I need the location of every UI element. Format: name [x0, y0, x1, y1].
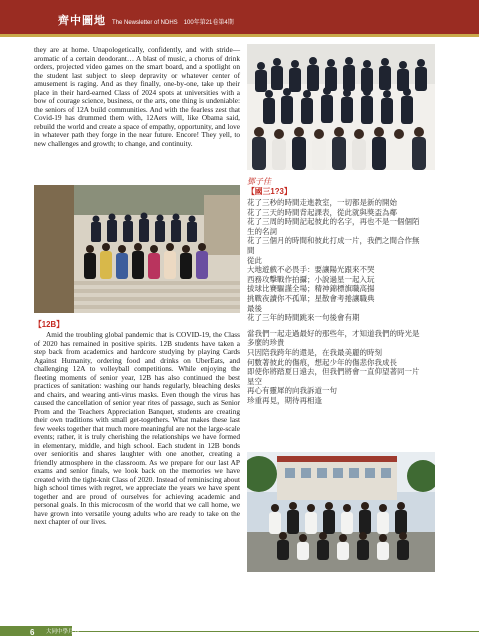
class-tag-12b: 【12B】 [34, 320, 64, 329]
poem-line: 再心有靈犀的向我訴道一句 [247, 386, 337, 396]
class-12b-group-photo [34, 185, 240, 313]
poem-line: 挑戰夜讀你不孤單；星散會考捲讓職典 [247, 293, 375, 303]
poem-line: 當我們一起走過最好的那些年，才知道我們的時光是 [247, 328, 420, 338]
poem-line: 即使你將踏夏日遠去，但我們將會一直仰望著同一片 [247, 367, 420, 377]
grade9-class-photo [247, 452, 435, 572]
poem-line: 大地遊戲不必畏手：要讓陽光跟來不哭 [247, 265, 375, 275]
paragraph-12a: they are at home. Unapologetically, confidently, and with stride—aromatic of a certain deodorant… A blast of music, a chorus of drink orders, projected video games on the smart board, and a spotlight on the student last subject to sleep depravity or whatever center of amusement is raging. And as they finally, one-by-one, take up their place in their hard-earned Class of 2024 spots at universities with a bow of courage science, business, or the arts, one thing is undeniable: the seniors of 12A build communities. And with the fearless zest that Covid-19 has drummed them with, 12Aers will, like Obama said, rebuild the world and create a space of empathy, opportunity, and love in whatever path they forge in the near future. Encore! They yell, to new challenges and growth; to change, and continuity. [34, 45, 240, 148]
article-12a-conclusion [34, 46, 240, 148]
footer-rule [72, 631, 479, 632]
class-12a-group-photo [247, 44, 435, 170]
poem-line: 間 [247, 245, 255, 255]
poem-line: 花了三周的時間記起彼此的名字，再也不是一個個陌 [247, 217, 420, 227]
article-12b [34, 319, 240, 527]
poem-line: 星空 [247, 376, 262, 386]
poem-line: 拔球比賽驅謹全場；精神錦標旗職高揚 [247, 284, 375, 294]
poem-line: 珍重再見，期待再相逢 [247, 395, 322, 405]
poem-line: 西務攻擊戰作拍攝；小說過星一起入玩 [247, 274, 375, 284]
poem-line: 從此 [247, 255, 262, 265]
newsletter-subtitle: The Newsletter of NDHS [112, 20, 178, 26]
page-footer [0, 622, 479, 640]
poem-line: 花了三天的時間背起課表，從此就與獎盃為鄰 [247, 207, 397, 217]
poem-line: 生的名詞 [247, 226, 277, 236]
masthead [58, 12, 234, 26]
poem-line: 何數著彼此的傷痕，想起少年的傷悲你我成長 [247, 357, 397, 367]
author-name: 鄧子佳 [247, 177, 271, 186]
newsletter-title: 齊中圖地 [58, 15, 106, 27]
footer-label: 大同中學月刊 [46, 629, 80, 635]
poem-line: 多麼的珍貴 [247, 338, 285, 348]
paragraph-12b: Amid the troubling global pandemic that is COVID-19, the Class of 2020 has remained in positive spirits. 12B students have taken a step back from academics and hardcore studying by playing Cards Against Humanity, ordering food and drinks on UberEats, and challenging 12A to volleyball competitions. While enjoying the fleeting moments of senior year, 12B has also continued the best practices of sanitation: washing our hands regularly, bleaching desks and chairs, and wearing anti-virus masks. Even though the virus has caused the cancellation of senior year rites of passage, such as Senior Prom and the Teachers Appreciation Banquet, students are creating their own traditions with small get-togethers. What makes these last few weeks together that much more meaningful are not the large-scale events; rather, it is truly cherishing the relationships we have formed in elementary, middle, and high school. Each student in 12B bonds over senioritis and shares laughter with one another, creating a friendly atmosphere in the classroom. As we prepare for our last AP exams and senior finals, we look back on the memories we have created with the tight-knit Class of 2020. Instead of reminiscing about high school times with regret, we appreciate the years we have spent together and are proud of ourselves for achieving academic and personal goals. In this microcosm of the world that we call home, we have grown into versatile young adults who are ready to take on the next chapter of our lives. [34, 330, 240, 526]
page-number: 6 [30, 628, 35, 637]
issue-number: 100年第21卷第4期 [183, 20, 234, 26]
poem-line: 只因陪我跨年的還是，在我最美麗的時刻 [247, 347, 382, 357]
class-tag-grade9: 【國三1?3】 [247, 187, 292, 196]
masthead-rule [0, 34, 479, 37]
poem-line: 花了三秒的時間走進教室，一切都是新的開始 [247, 198, 397, 207]
poem-line: 花了三年的時間跳來一句後會有期 [247, 313, 360, 323]
poem-line: 最後 [247, 303, 262, 313]
poem-line: 花了三個月的時間和彼此打成一片，我們之間合作無 [247, 236, 420, 246]
poem-grade9 [247, 186, 443, 405]
